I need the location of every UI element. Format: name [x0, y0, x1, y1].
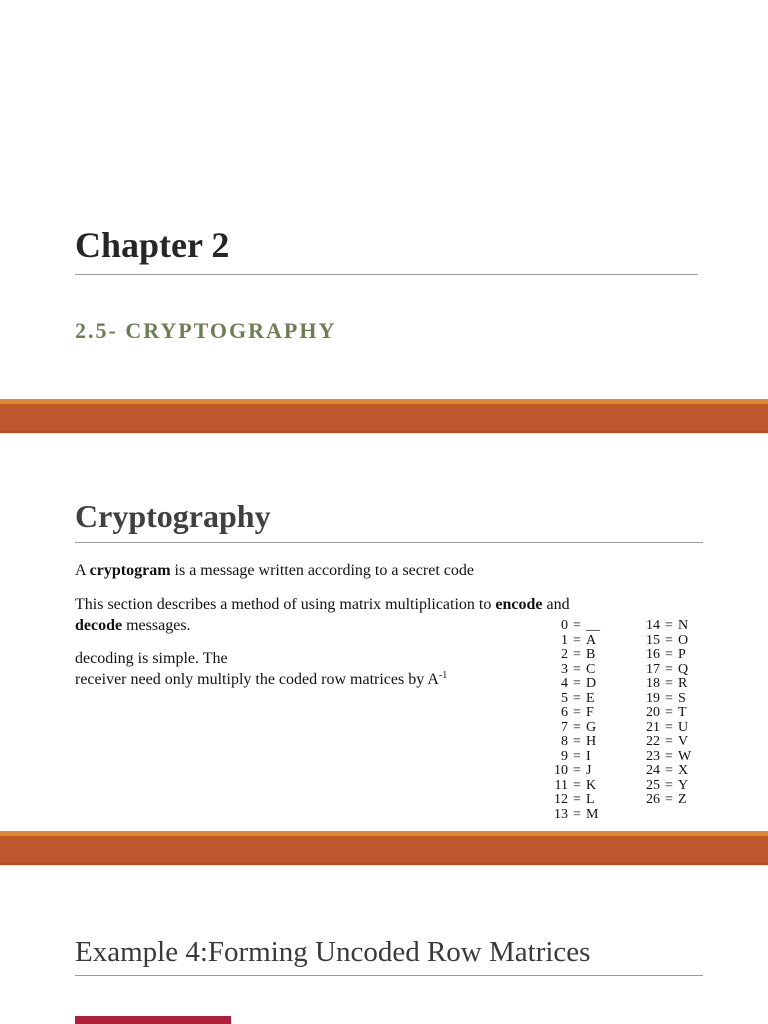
- code-column-2: [622, 619, 714, 822]
- equals-sign: =: [573, 632, 581, 648]
- code-number: 20: [646, 705, 660, 720]
- equals-sign: =: [665, 763, 673, 778]
- code-row: [540, 764, 622, 779]
- code-number: 23: [646, 748, 660, 764]
- code-row: [622, 735, 714, 750]
- code-row: [540, 677, 622, 692]
- code-row: [540, 648, 622, 663]
- code-row: [540, 721, 622, 736]
- code-number: 9: [561, 748, 568, 764]
- code-row: [540, 793, 622, 808]
- equals-sign: =: [665, 705, 673, 720]
- code-number: 21: [646, 719, 660, 735]
- code-letter: G: [586, 719, 597, 735]
- equals-sign: =: [573, 618, 581, 633]
- heading-rule: [75, 975, 703, 976]
- code-letter: O: [678, 632, 689, 648]
- code-letter: A: [586, 632, 597, 648]
- equals-sign: =: [573, 647, 581, 662]
- code-letter: R: [678, 676, 688, 691]
- equals-sign: =: [665, 734, 673, 749]
- code-letter: W: [678, 748, 692, 764]
- code-number: 17: [646, 661, 660, 677]
- code-row: [540, 735, 622, 750]
- code-number: 1: [561, 632, 568, 648]
- code-letter: Y: [678, 777, 689, 793]
- equals-sign: =: [573, 690, 581, 706]
- code-letter: Z: [678, 792, 687, 807]
- code-letter: M: [586, 806, 599, 822]
- equals-sign: =: [573, 763, 581, 778]
- code-row: [622, 663, 714, 678]
- code-letter: I: [586, 748, 591, 764]
- code-row: [622, 619, 714, 634]
- code-row: [622, 764, 714, 779]
- equals-sign: =: [665, 647, 673, 662]
- slide-heading: Example 4:Forming Uncoded Row Matrices: [75, 936, 591, 968]
- letter-code-table: [540, 619, 714, 822]
- code-row: [540, 619, 622, 634]
- code-row: [540, 750, 622, 765]
- code-row: [622, 750, 714, 765]
- code-row: [540, 808, 622, 823]
- code-letter: U: [678, 719, 689, 735]
- code-number: 10: [554, 763, 568, 778]
- code-letter: J: [586, 763, 592, 778]
- code-number: 14: [646, 618, 660, 633]
- chapter-title: Chapter 2: [75, 225, 230, 265]
- equals-sign: =: [573, 719, 581, 735]
- code-number: 4: [561, 676, 568, 691]
- slide-example-4: [0, 865, 768, 1024]
- equals-sign: =: [573, 806, 581, 822]
- code-number: 19: [646, 690, 660, 706]
- code-row: [540, 692, 622, 707]
- code-number: 15: [646, 632, 660, 648]
- code-letter: S: [678, 690, 686, 706]
- equals-sign: =: [665, 777, 673, 793]
- equals-sign: =: [573, 748, 581, 764]
- equals-sign: =: [573, 734, 581, 749]
- code-row: [540, 779, 622, 794]
- code-letter: B: [586, 647, 596, 662]
- equals-sign: =: [573, 676, 581, 691]
- code-letter: K: [586, 777, 597, 793]
- heading-rule: [75, 542, 703, 543]
- code-letter: C: [586, 661, 596, 677]
- code-number: 25: [646, 777, 660, 793]
- code-letter: Q: [678, 661, 689, 677]
- equals-sign: =: [573, 705, 581, 720]
- equals-sign: =: [665, 719, 673, 735]
- code-number: 12: [554, 792, 568, 807]
- code-number: 5: [561, 690, 568, 706]
- code-row: [622, 677, 714, 692]
- code-number: 16: [646, 647, 660, 662]
- code-letter: H: [586, 734, 597, 749]
- title-rule: [75, 274, 698, 275]
- code-number: 0: [561, 618, 568, 633]
- slide-divider: [0, 399, 768, 433]
- slide-chapter-title: [0, 0, 768, 399]
- code-letter: T: [678, 705, 687, 720]
- code-row: [540, 706, 622, 721]
- equals-sign: =: [573, 661, 581, 677]
- equals-sign: =: [573, 777, 581, 793]
- code-number: 6: [561, 705, 568, 720]
- code-column-1: [540, 619, 622, 822]
- code-letter: E: [586, 690, 595, 706]
- cutoff-text-line: [75, 1016, 675, 1024]
- code-number: 22: [646, 734, 660, 749]
- code-letter: F: [586, 705, 594, 720]
- equals-sign: =: [665, 792, 673, 807]
- code-number: 13: [554, 806, 568, 822]
- code-row: [622, 648, 714, 663]
- equals-sign: =: [665, 748, 673, 764]
- code-letter: D: [586, 676, 597, 691]
- code-number: 11: [554, 777, 568, 793]
- code-row: [622, 793, 714, 808]
- equals-sign: =: [665, 618, 673, 633]
- code-row: [540, 663, 622, 678]
- code-number: 24: [646, 763, 660, 778]
- code-letter: N: [678, 618, 689, 633]
- code-number: 2: [561, 647, 568, 662]
- code-row: [622, 692, 714, 707]
- code-letter: X: [678, 763, 689, 778]
- code-number: 8: [561, 734, 568, 749]
- code-number: 7: [561, 719, 568, 735]
- paragraph-decoding: decoding is simple. The receiver need only multiply the coded row matrices by $A^{-1}$: [75, 650, 448, 688]
- code-row: [622, 779, 714, 794]
- code-letter: P: [678, 647, 686, 662]
- code-letter: L: [586, 792, 595, 807]
- code-row: [622, 706, 714, 721]
- code-row: [540, 634, 622, 649]
- equals-sign: =: [665, 676, 673, 691]
- paragraph-method: This section describes a method of using matrix multiplication to encode and decode messages.: [75, 596, 570, 634]
- equals-sign: =: [665, 632, 673, 648]
- code-number: 26: [646, 792, 660, 807]
- code-letter: __: [586, 618, 600, 633]
- code-row: [622, 721, 714, 736]
- slide-heading: Cryptography: [75, 498, 271, 534]
- paragraph-cryptogram: A cryptogram is a message written according to a secret code: [75, 562, 474, 579]
- code-number: 18: [646, 676, 660, 691]
- code-row: [622, 634, 714, 649]
- code-number: 3: [561, 661, 568, 677]
- equals-sign: =: [665, 661, 673, 677]
- code-letter: V: [678, 734, 689, 749]
- equals-sign: =: [665, 690, 673, 706]
- slide-divider: [0, 831, 768, 865]
- section-title: 2.5- CRYPTOGRAPHY: [75, 318, 337, 343]
- slide-cryptography: [0, 433, 768, 831]
- equals-sign: =: [573, 792, 581, 807]
